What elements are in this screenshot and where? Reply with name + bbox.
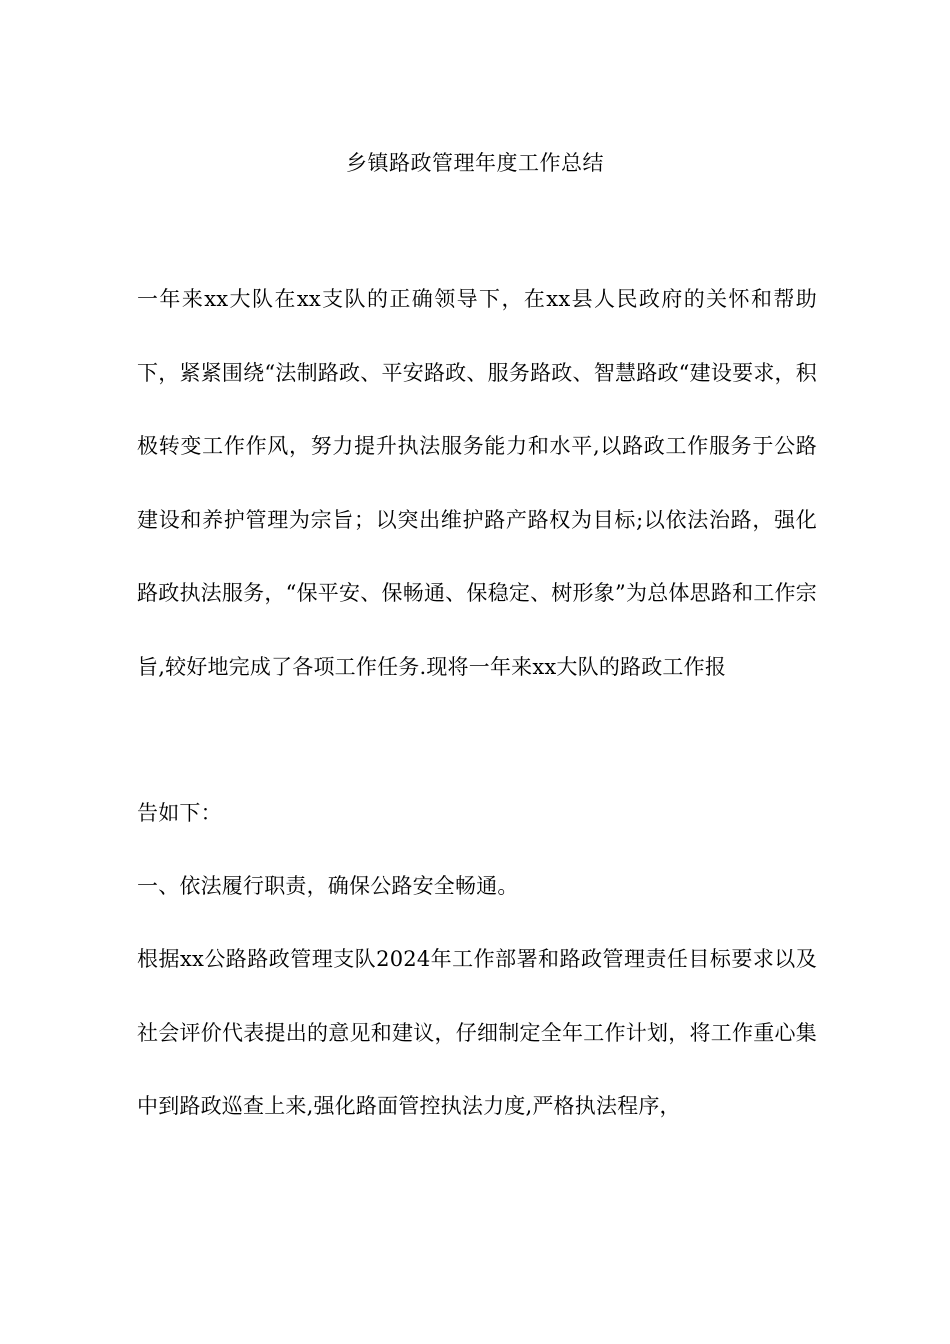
section-heading-1: 一、依法履行职责，确保公路安全畅通。: [137, 874, 519, 898]
paragraph-report-continuation: 告如下：: [137, 801, 222, 825]
paragraph-intro: 一年来xx大队在xx支队的正确领导下，在xx县人民政府的关怀和帮助下，紧紧围绕“法制路政、平安路政、服务路政、智慧路政“建设要求，积极转变工作作风，努力提升执法服务能力和水平,以路政工作服务于公路建设和养护管理为宗旨；以突出维护路产路权为目标;以依法治路，强化路政执法服务，“保平安、保畅通、保稳定、树形象”为总体思路和工作宗旨,较好地完成了各项工作任务.现将一年来xx大队的路政工作报: [137, 287, 817, 679]
document-title: 乡镇路政管理年度工作总结: [346, 151, 604, 175]
paragraph-section-1: 根据xx公路路政管理支队2024年工作部署和路政管理责任目标要求以及社会评价代表提出的意见和建议，仔细制定全年工作计划，将工作重心集中到路政巡查上来,强化路面管控执法力度,严格执法程序，: [137, 947, 817, 1118]
